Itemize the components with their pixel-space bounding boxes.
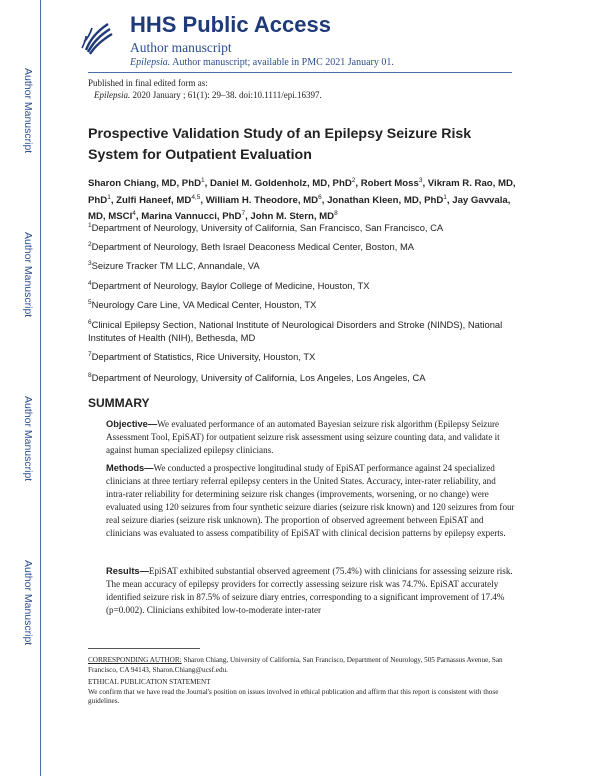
objective-text: We evaluated performance of an automated Bayesian seizure risk algorithm (Epilepsy Seizure Assessment Tool, EpiSAT) for outpatient seizure risk assessment using seizure counting data, and validate it against human specialized epilepsy clinicians. [106,419,500,455]
author-separator: , [204,178,210,190]
author-name: Zulfi Haneef, MD [116,194,192,206]
author-affiliation-ref: 1 [107,193,111,201]
availability-line [130,57,394,68]
header-divider [88,72,512,73]
ethics-text: We confirm that we have read the Journal's position on issues involved in ethical publication and affirm that this report is consistent with those guidelines. [88,687,499,706]
author-name: Sharon Chiang, MD, PhD [88,178,201,190]
affiliation: $^6$Clinical Epilepsy Section, National Institute of Neurological Disorders and Stroke (NINDS), National Institutes of Health (NIH), Bethesda, MD [88,319,503,344]
author-manuscript-subtitle: Author manuscript [130,40,232,55]
sidebar-label: Author Manuscript [22,232,34,318]
footnote-divider [88,648,200,649]
author-separator: , [422,178,428,190]
sidebar-label: Author Manuscript [22,68,34,154]
author-manuscript-sidebar [0,0,41,776]
author-name: Robert Moss [360,178,419,190]
author-affiliation-ref: 3 [418,177,423,184]
author-affiliation-ref: 1 [443,193,447,201]
summary-heading: SUMMARY [88,396,150,410]
methods-label: Methods— [106,463,154,473]
ethics-heading: ETHICAL PUBLICATION STATEMENT [88,678,211,687]
citation-text: 2020 January ; 61(1): 29–38. doi:10.1111/epi.16397. [130,90,322,100]
author-affiliation-ref: 6 [318,193,322,201]
affiliation: $^1$Department of Neurology, University of California, San Francisco, San Francisco, CA [88,222,444,234]
sidebar-label: Author Manuscript [22,396,34,482]
author-affiliation-ref: 4,5 [191,193,201,201]
methods-paragraph [106,462,516,540]
author-separator: , [200,194,206,206]
results-label: Results— [106,566,149,576]
author-separator: , [446,194,453,206]
hhs-public-access-title: HHS Public Access [130,12,331,37]
hhs-eagle-logo-icon [80,18,114,58]
author-name: Daniel M. Goldenholz, MD, PhD [209,178,352,190]
corresponding-author [88,656,518,675]
author-name: John M. Stern, MD [250,211,335,223]
journal-name: Epilepsia. [130,57,171,68]
methods-text: We conducted a prospective longitudinal study of EpiSAT performance against 24 specialized clinicians at three tertiary referral epilepsy centers in the United States. Accuracy, inter-rater reliability, and intra-rater reliability for determining seizure risk changes (improvements, worsening, or no change) were evaluated using 120 seizures from four synthetic seizure diaries (seizure risk known) and 120 seizures from four real seizure diaries (seizure risk unknown). The proportion of observed agreement between EpiSAT and clinicians was evaluated to assess compatibility of EpiSAT with clinical decision patterns by epilepsy experts. [106,463,515,538]
author-affiliation-ref: 4 [132,210,136,218]
author-name: Jonathan Kleen, MD, PhD [327,194,444,206]
author-name: William H. Theodore, MD [205,194,319,206]
results-paragraph [106,565,516,617]
author-affiliation-ref: 8 [334,210,338,218]
affiliation: $^3$Seizure Tracker TM LLC, Annandale, VA [88,260,260,272]
author-affiliation-ref: 1 [201,177,205,184]
author-name: Vikram R. Rao, MD, PhD [88,178,516,206]
affiliation: $^5$Neurology Care Line, VA Medical Center, Houston, TX [88,299,317,311]
objective-paragraph [106,418,516,457]
author-separator: , [245,211,251,223]
corresponding-author-label: CORRESPONDING AUTHOR: [88,656,182,664]
published-in-label: Published in final edited form as: [88,78,208,88]
author-separator: , [110,194,117,206]
author-list [88,174,518,224]
affiliation: $^7$Department of Statistics, Rice University, Houston, TX [88,351,316,363]
citation-line [88,89,322,101]
article-title: Prospective Validation Study of an Epilepsy Seizure Risk System for Outpatient Evaluation [88,126,472,163]
affiliation: $^8$Department of Neurology, University of California, Los Angeles, Los Angeles, CA [88,372,426,384]
author-separator: , [355,178,361,190]
availability-text: Author manuscript; available in PMC 2021 January 01. [170,57,394,68]
author-name: Jay Gavvala, MD, MSCI [88,194,511,223]
author-name: Marina Vannucci, PhD [141,211,242,223]
citation-journal: Epilepsia. [94,90,131,100]
author-separator: , [135,211,142,223]
author-affiliation-ref: 2 [351,177,356,184]
footnotes [88,656,518,707]
author-separator: , [321,194,328,206]
affiliation: $^4$Department of Neurology, Baylor College of Medicine, Houston, TX [88,280,370,292]
corresponding-author-text: Sharon Chiang, University of California, San Francisco, Department of Neurology, 505 Parnassus Avenue, San Francisco, CA 94143, Sharon.Chiang@ucsf.edu. [88,656,503,674]
sidebar-label: Author Manuscript [22,560,34,646]
affiliation: $^2$Department of Neurology, Beth Israel Deaconess Medical Center, Boston, MA [88,241,415,253]
publication-info [88,77,322,101]
results-text: EpiSAT exhibited substantial observed agreement (75.4%) with clinicians for assessing seizure risk. The mean accuracy of epilepsy providers for correctly assessing seizure risk was 74.7%. EpiSAT accurately identified seizure risk in 87.5% of seizure diary entries, corresponding to a significant improvement of 17.4% (p=0.002). Clinicians exhibited low-to-moderate inter-rater [106,566,513,615]
objective-label: Objective— [106,419,158,429]
author-affiliation-ref: 7 [241,210,246,218]
